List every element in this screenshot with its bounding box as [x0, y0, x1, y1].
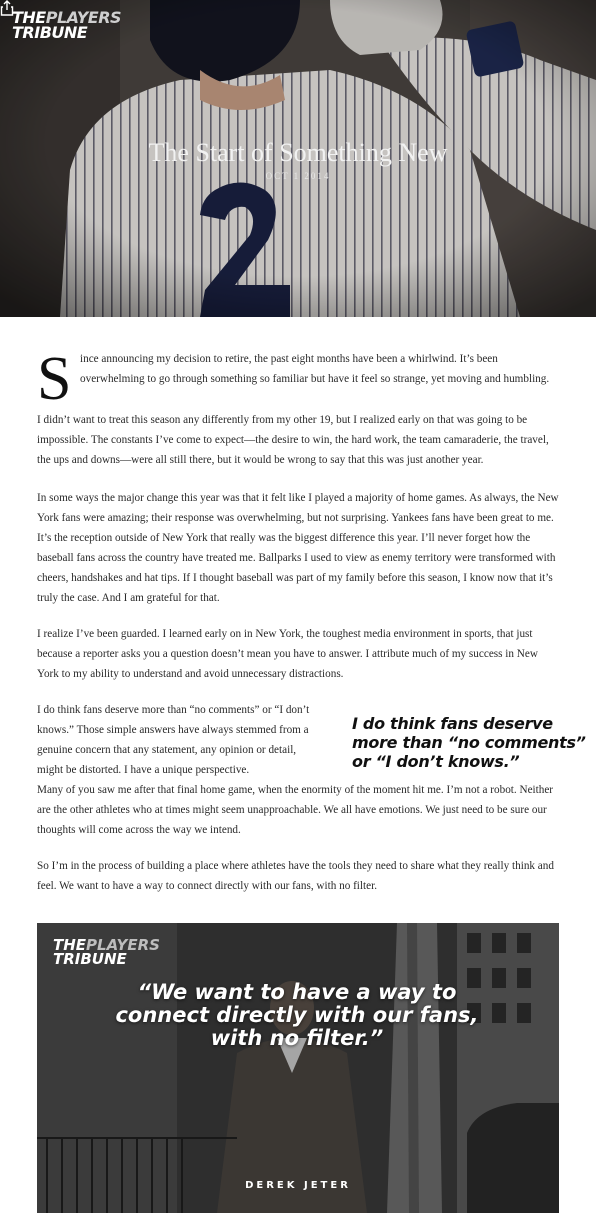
quote-card-image	[37, 923, 559, 1213]
logo-the: THE	[12, 8, 46, 27]
logo-players: PLAYERS	[45, 8, 122, 27]
site-logo[interactable]	[12, 10, 121, 40]
paragraph-5: I do think fans deserve more than “no comments” or “I don’t knows.” Those simple answers have always stemmed from a genuine concern that any statement, any opinion or detail, might be distorted. I have a unique perspective.	[37, 704, 310, 776]
promo-logo-the: THE	[53, 936, 87, 954]
hero-image	[0, 0, 596, 317]
paragraph-3: In some ways the major change this year was that it felt like I played a majority of home games. As always, the New York fans were amazing; their response was overwhelming, but not surprising. Yankees fans have been great to me. It’s the reception outside of New York that really was the biggest difference this year. I’ll never forget how the baseball fans across the country have treated me. Ballparks I used to view as enemy territory were transformed with cheers, handshakes and hat tips. If I thought baseball was part of my family before this season, I know now that it’s truly the case. And I am grateful for that.	[37, 492, 559, 604]
share-icon[interactable]	[0, 0, 14, 16]
paragraph-6: Many of you saw me after that final home game, when the enormity of the moment hit me. I’m not a robot. Neither are the other athletes who at times might seem unapproachable. We all have emotions. We just need to be sure our thoughts will come across the way we intend.	[37, 784, 554, 836]
paragraph-7: So I’m in the process of building a place where athletes have the tools they need to share what they really think and feel. We want to have a way to connect directly with our fans, with no filter.	[37, 860, 554, 892]
promo-logo-players: PLAYERS	[86, 936, 160, 954]
quote-card-author: DEREK JETER	[245, 1180, 351, 1191]
paragraph-4: I realize I’ve been guarded. I learned early on in New York, the toughest media environment in sports, that just because a reporter asks you a question doesn’t mean you have to answer. I attribute much of my success in New York to my ability to understand and avoid unnecessary distractions.	[37, 628, 538, 680]
paragraph-1: ince announcing my decision to retire, the past eight months have been a whirlwind. It’s been overwhelming to go through something so familiar but have it feel so strange, yet moving and humbling.	[80, 353, 550, 385]
article-date: OCT 1 2014	[265, 171, 331, 181]
promo-logo-tribune: TRIBUNE	[53, 950, 127, 968]
article-title: The Start of Something New	[148, 138, 448, 167]
drop-cap: S	[37, 345, 72, 413]
paragraph-2: I didn’t want to treat this season any differently from my other 19, but I realized early on that was going to be impossible. The constants I’ve come to expect—the desire to win, the hard work, the team camaraderie, the travel, the ups and downs—were all still there, but it would be wrong to say that this was just another year.	[37, 414, 549, 466]
quote-card-text: “We want to have a way to connect directly with our fans, with no filter.”	[115, 980, 479, 1050]
logo-tribune: TRIBUNE	[12, 23, 88, 42]
first-paragraph	[37, 345, 559, 413]
pull-quote: I do think fans deserve more than “no comments” or “I don’t knows.”	[352, 714, 586, 771]
quote-card-logo	[53, 938, 160, 966]
article-body	[37, 345, 559, 896]
